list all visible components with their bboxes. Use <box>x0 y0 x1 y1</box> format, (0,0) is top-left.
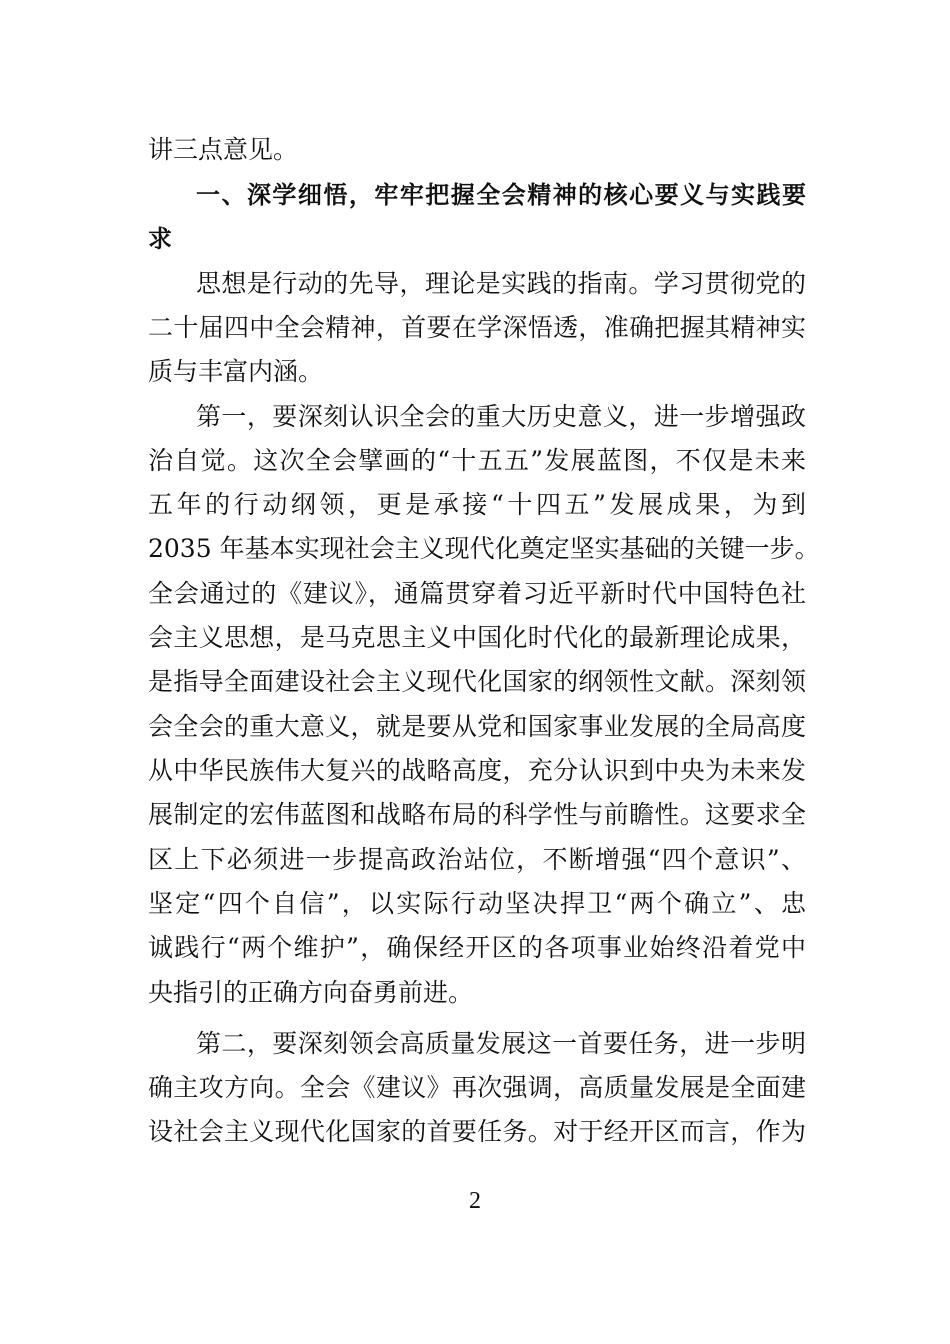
body-line: 央指引的正确方向奋勇前进。 <box>148 978 474 1007</box>
body-line: 治自觉。这次全会擘画的“十五五”发展蓝图，不仅是未来 <box>148 446 806 475</box>
body-line: 第二，要深刻领会高质量发展这一首要任务，进一步明 <box>196 1029 806 1058</box>
section-heading: 一、深学细悟，牢牢把握全会精神的核心要义与实践要 <box>196 181 806 209</box>
body-line: 从中华民族伟大复兴的战略高度，充分认识到中央为未来发 <box>148 756 806 785</box>
body-line: 第一，要深刻认识全会的重大历史意义，进一步增强政 <box>196 402 806 431</box>
body-line: 讲三点意见。 <box>148 135 299 164</box>
body-line: 区上下必须进一步提高政治站位，不断增强“四个意识”、 <box>148 845 806 874</box>
body-line: 2035 年基本实现社会主义现代化奠定坚实基础的关键一步。 <box>148 534 820 563</box>
body-line: 全会通过的《建议》，通篇贯穿着习近平新时代中国特色社 <box>148 579 806 608</box>
section-heading-cont: 求 <box>148 225 172 253</box>
body-line: 设社会主义现代化国家的首要任务。对于经开区而言，作为 <box>148 1117 806 1146</box>
body-line: 坚定“四个自信”，以实际行动坚决捍卫“两个确立”、忠 <box>148 889 806 918</box>
page-number: 2 <box>469 1188 481 1214</box>
body-line: 质与丰富内涵。 <box>148 357 324 386</box>
body-line: 确主攻方向。全会《建议》再次强调，高质量发展是全面建 <box>148 1073 806 1102</box>
body-line: 会主义思想，是马克思主义中国化时代化的最新理论成果， <box>148 623 806 652</box>
body-line: 五年的行动纲领，更是承接“十四五”发展成果，为到 <box>148 490 806 519</box>
body-line: 是指导全面建设社会主义现代化国家的纲领性文献。深刻领 <box>148 667 806 696</box>
body-line: 二十届四中全会精神，首要在学深悟透，准确把握其精神实 <box>148 313 806 342</box>
body-line: 诚践行“两个维护”，确保经开区的各项事业始终沿着党中 <box>148 933 806 962</box>
body-line: 展制定的宏伟蓝图和战略布局的科学性与前瞻性。这要求全 <box>148 800 806 829</box>
body-line: 会全会的重大意义，就是要从党和国家事业发展的全局高度 <box>148 712 806 741</box>
body-line: 思想是行动的先导，理论是实践的指南。学习贯彻党的 <box>196 269 806 298</box>
